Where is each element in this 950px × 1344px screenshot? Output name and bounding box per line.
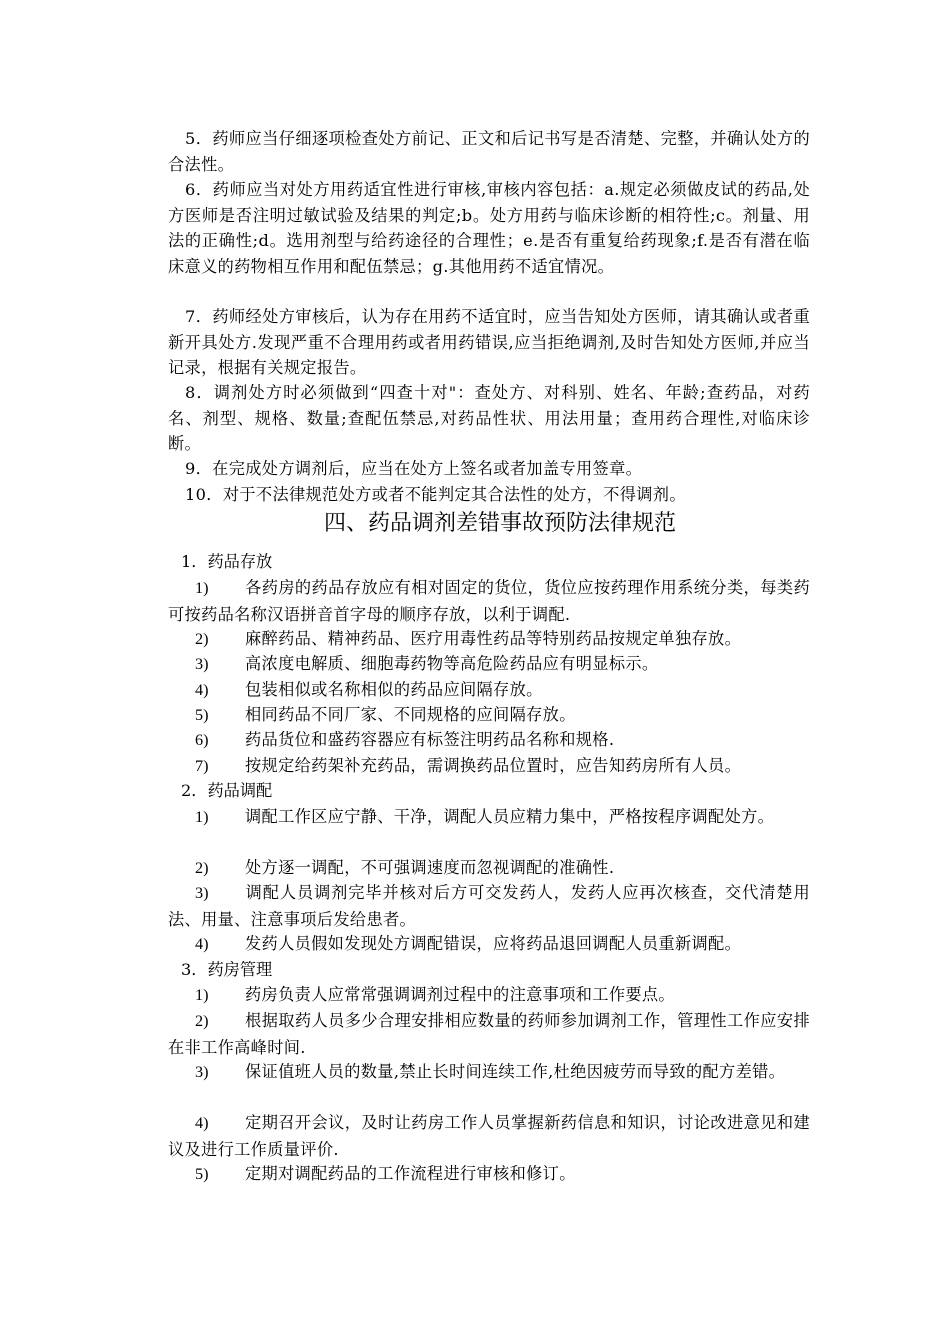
item-text: 包装相似或名称相似的药品应间隔存放。 bbox=[245, 680, 543, 699]
list-item bbox=[168, 931, 810, 958]
item-number: 4) bbox=[195, 1114, 209, 1132]
list-item bbox=[168, 727, 810, 754]
item-number: 5) bbox=[195, 706, 209, 724]
section-heading: 四、药品调剂差错事故预防法律规范 bbox=[323, 511, 676, 536]
list-item bbox=[168, 575, 810, 627]
item-text: 调配人员调剂完毕并核对后方可交发药人，发药人应再次核查，交代清楚用法、用量、注意事项后发给患者。 bbox=[168, 883, 810, 929]
item-text: 定期召开会议，及时让药房工作人员掌握新药信息和知识，讨论改进意见和建议及进行工作质量评价. bbox=[168, 1113, 810, 1159]
list-item bbox=[168, 1059, 810, 1086]
item-number: 2) bbox=[195, 630, 209, 648]
item-text: 各药房的药品存放应有相对固定的货位，货位应按药理作用系统分类，每类药可按药品名称汉语拼音首字母的顺序存放，以利于调配. bbox=[168, 578, 810, 624]
subsection-title-pharmacy-management: 3．药房管理 bbox=[181, 960, 273, 979]
item-number: 7) bbox=[195, 757, 209, 775]
paragraph-6: 6．药师应当对处方用药适宜性进行审核,审核内容包括：a.规定必须做皮试的药品,处方医师是否注明过敏试验及结果的判定;b。处方用药与临床诊断的相符性;c。剂量、用法的正确性;d。选用剂型与给药途径的合理性；e.是否有重复给药现象;f.是否有潜在临床意义的药物相互作用和配伍禁忌；g.其他用药不适宜情况。 bbox=[168, 180, 810, 276]
item-text: 调配工作区应宁静、干净，调配人员应精力集中，严格按程序调配处方。 bbox=[245, 807, 775, 826]
item-text: 发药人员假如发现处方调配错误，应将药品退回调配人员重新调配。 bbox=[245, 934, 742, 953]
item-text: 保证值班人员的数量,禁止长时间连续工作,杜绝因疲劳而导致的配方差错。 bbox=[245, 1062, 786, 1081]
item-number: 3) bbox=[195, 1063, 209, 1081]
item-number: 3) bbox=[195, 884, 209, 902]
item-text: 相同药品不同厂家、不同规格的应间隔存放。 bbox=[245, 705, 576, 724]
item-number: 4) bbox=[195, 681, 209, 699]
item-number: 4) bbox=[195, 935, 209, 953]
item-number: 1) bbox=[195, 986, 209, 1004]
item-text: 处方逐一调配，不可强调速度而忽视调配的准确性. bbox=[245, 858, 615, 877]
item-number: 1) bbox=[195, 579, 209, 597]
item-text: 根据取药人员多少合理安排相应数量的药师参加调剂工作，管理性工作应安排在非工作高峰时间. bbox=[168, 1011, 810, 1057]
item-text: 高浓度电解质、细胞毒药物等高危险药品应有明显标示。 bbox=[245, 654, 659, 673]
list-item bbox=[168, 702, 810, 729]
list-item bbox=[168, 753, 810, 780]
item-number: 1) bbox=[195, 808, 209, 826]
subsection-title-storage: 1．药品存放 bbox=[181, 552, 273, 571]
paragraph-8: 8．调剂处方时必须做到“四查十对"：查处方、对科别、姓名、年龄;查药品，对药名、剂型、规格、数量;查配伍禁忌,对药品性状、用法用量；查用药合理性,对临床诊断。 bbox=[168, 383, 810, 453]
item-number: 5) bbox=[195, 1165, 209, 1183]
list-item bbox=[168, 855, 810, 882]
list-item bbox=[168, 651, 810, 678]
item-text: 定期对调配药品的工作流程进行审核和修订。 bbox=[245, 1164, 576, 1183]
list-item bbox=[168, 626, 810, 653]
item-text: 按规定给药架补充药品，需调换药品位置时，应告知药房所有人员。 bbox=[245, 756, 742, 775]
item-number: 6) bbox=[195, 731, 209, 749]
list-item bbox=[168, 804, 810, 831]
list-item bbox=[168, 1008, 810, 1060]
item-number: 2) bbox=[195, 1012, 209, 1030]
list-item bbox=[168, 677, 810, 704]
item-text: 麻醉药品、精神药品、医疗用毒性药品等特别药品按规定单独存放。 bbox=[245, 629, 742, 648]
list-item bbox=[168, 1161, 810, 1188]
list-item bbox=[168, 880, 810, 932]
item-number: 3) bbox=[195, 655, 209, 673]
list-item bbox=[168, 982, 810, 1009]
subsection-title-dispensing: 2．药品调配 bbox=[181, 781, 273, 800]
paragraph-7: 7．药师经处方审核后，认为存在用药不适宜时，应当告知处方医师，请其确认或者重新开具处方.发现严重不合理用药或者用药错误,应当拒绝调剂,及时告知处方医师,并应当记录，根据有关规定报告。 bbox=[168, 307, 810, 377]
item-text: 药品货位和盛药容器应有标签注明药品名称和规格. bbox=[245, 730, 615, 749]
item-number: 2) bbox=[195, 859, 209, 877]
paragraph-10: 10．对于不法律规范处方或者不能判定其合法性的处方，不得调剂。 bbox=[185, 485, 686, 504]
paragraph-5: 5．药师应当仔细逐项检查处方前记、正文和后记书写是否清楚、完整，并确认处方的合法性。 bbox=[168, 129, 810, 174]
list-item bbox=[168, 1110, 810, 1162]
paragraph-9: 9．在完成处方调剂后，应当在处方上签名或者加盖专用签章。 bbox=[185, 459, 643, 478]
item-text: 药房负责人应常常强调调剂过程中的注意事项和工作要点。 bbox=[245, 985, 675, 1004]
